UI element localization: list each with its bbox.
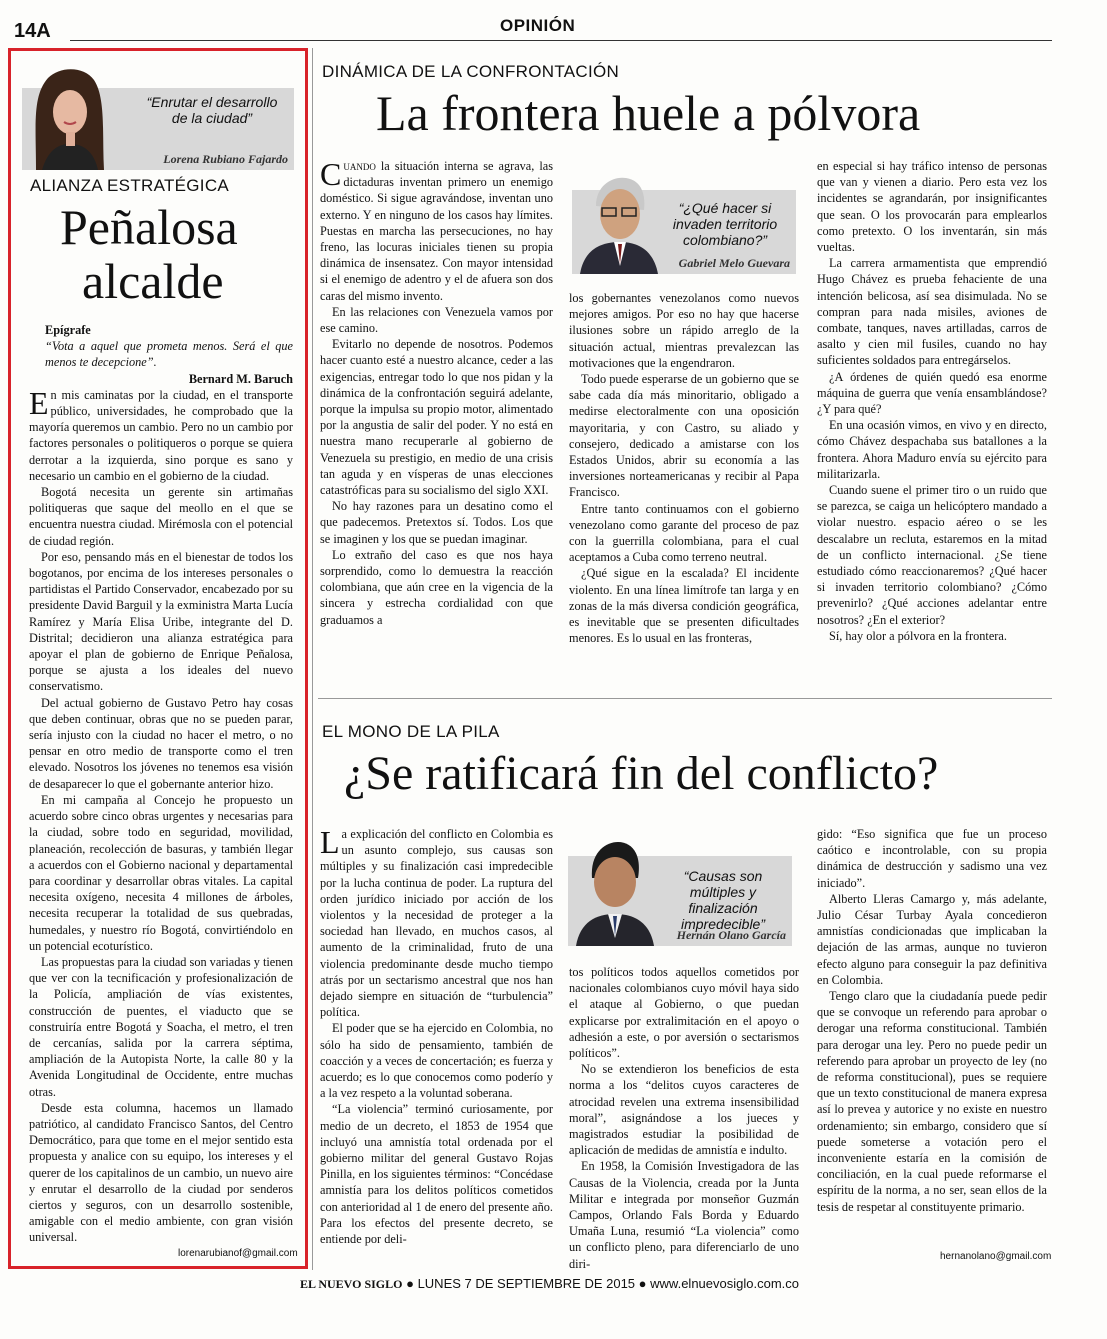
drop-cap: E: [29, 384, 49, 421]
column-2: [569, 290, 799, 646]
paragraph: Del actual gobierno de Gustavo Petro hay cosas que deben continuar, obras que no se pueden parar, sería injusto con la ciudad no hacer el metro, o no pensar en otro medio de transporte como el tren elevado. Nosotros los jóvenes no tenemos esa visión de desaparecer lo que el gobernante anterior hizo.: [29, 695, 293, 791]
author-quote: “Causas son múltiples y finalización impredecible”: [680, 868, 766, 932]
column-3: [817, 826, 1047, 1215]
author-box-olano: [568, 856, 792, 946]
article-body: [29, 322, 293, 1246]
author-name: Gabriel Melo Guevara: [678, 256, 790, 270]
paragraph: Desde esta columna, hacemos un llamado patriótico, al candidato Francisco Santos, del Centro Democrático, para que tome en el mejor sentido esta propuesta y analice con su equipo, los intereses y el querer de los capitalinos de un cambio, un nuevo aire y enrutar el desarrollo de la ciudad por senderos ciertos y seguros, con un desarrollo sostenible, amigable con el medio ambiente, con gran visión universal.: [29, 1100, 293, 1245]
footer-date: LUNES 7 DE SEPTIEMBRE DE 2015: [417, 1276, 636, 1291]
author-photo: [574, 170, 660, 274]
paragraph: Cuando la situación interna se agrava, las dictaduras inventan primero un enemigo doméstico. Si sigue agravándose, inventan uno externo. Y en ninguno de los casos hay límites. Puestas en marcha las persecuciones, no hay freno, las locuras iniciales tienen su propia dinámica de insensatez. Con mayor intensidad si el enemigo de adentro y el de afuera son dos caras del mismo invento.: [320, 156, 553, 303]
paragraph: En 1958, la Comisión Investigadora de las Causas de la Violencia, creada por la Junta Militar e integrada por monseñor Guzmán Campos, Orlando Fals Borda y Eduardo Umaña Luna, resumió “La violencia” como un conflicto pleno, para diferenciarlo de uno diri-: [569, 1159, 799, 1271]
paragraph: “La violencia” terminó curiosamente, por medio de un decreto, el 1853 de 1954 que incluyó una amnistía total ordenada por el gobierno militar del general Gustavo Rojas Pinilla, en los siguientes términos: “Concédase amnistía para los delitos políticos cometidos con anterioridad al 1 de enero del presente año. Para los efectos del presente decreto, se entiende por deli-: [320, 1102, 553, 1247]
bullet-icon: ●: [638, 1276, 651, 1291]
author-photo: [28, 66, 108, 170]
paragraph: La explicación del conflicto en Colombia es un asunto complejo, sus causas son múltiples y su finalización casi impredecible por la lucha continua de poder. La ruptura del orden jurídico iniciado por acción de los violentos y la necesidad de proteger a la sociedad han llevado, en muchos casos, al aumento de la criminalidad, fruto de una violencia predominante desde mucho tiempo atrás por un sectarismo ancestral que nos han dejado siempre en situación de “turbulencia” política.: [320, 824, 553, 1020]
footer-site[interactable]: www.elnuevosiglo.com.co: [650, 1276, 799, 1291]
bullet-icon: ●: [406, 1276, 418, 1291]
brand-logo: EL NUEVO SIGLO: [300, 1277, 403, 1291]
author-email[interactable]: lorenarubianof@gmail.com: [178, 1248, 298, 1259]
author-box-rubiano: [22, 88, 294, 170]
headline: La frontera huele a pólvora: [376, 85, 921, 141]
paragraph: En mi campaña al Concejo he propuesto un acuerdo sobre cinco obras urgentes y necesarias para la ciudad, sobre todo en seguridad, movilidad, planeación, recolección de basuras, y también llegar a acuerdos con el Gobierno nacional y departamental para coordinar y desarrollar obras vitales. La capital necesita oxígeno, necesita 4 millones de árboles, necesita recuperar la totalidad de sus quebradas, humedales, y nuestro río Bogotá, convirtiéndolo en un potencial ecoturístico.: [29, 792, 293, 953]
top-rule: [70, 40, 1052, 41]
epigraph-author: Bernard M. Baruch: [188, 371, 293, 386]
drop-cap: C: [320, 156, 342, 192]
headline-line1: Peñalosa: [60, 199, 238, 255]
paragraph: El poder que se ha ejercido en Colombia, no sólo ha sido de pensamiento, también de coacción y a veces de concertación; es fuerza y acuerdo; es lo que conocemos como poderío y a la vez respeto a la voluntad soberana.: [320, 1021, 553, 1101]
paragraph: los gobernantes venezolanos como nuevos mejores amigos. Por eso no hay que hacerse ilusiones sobre un rápido arreglo de la situación actual, mientras prevalezcan las motivaciones que la engendraron.: [569, 291, 799, 370]
section-title: OPINIÓN: [500, 16, 576, 35]
column-3: [817, 158, 1047, 644]
column-1: [320, 826, 553, 1247]
article-divider: [318, 698, 1052, 699]
paragraph: En una ocasión vimos, en vivo y en directo, cómo Chávez despachaba sus batallones a la frontera. Ahora Maduro envía su ejército para militarizarla.: [817, 418, 1047, 481]
paragraph: gido: “Eso significa que fue un proceso caótico e incontrolable, con su propia dinámica de destrucción y sadismo una vez iniciado”.: [817, 827, 1047, 890]
author-name: Hernán Olano García: [676, 928, 786, 942]
paragraph: Entre tanto continuamos con el gobierno venezolano como garante del proceso de paz con la guerrilla colombiana, para el cual aceptamos a Cuba como terreno neutral.: [569, 501, 799, 565]
paragraph: tos políticos todos aquellos cometidos por nacionales colombianos cuyo móvil haya sido el ataque al Gobierno, o que puedan explicarse por extralimitación en el apoyo o adhesión a este, o por aversión o sectarismos políticos”.: [569, 965, 799, 1061]
paragraph: No hay razones para un desatino como el que padecemos. Pretextos sí. Todos. Los que se imaginen y los que se puedan imaginar.: [320, 499, 553, 546]
paragraph: La carrera armamentista que emprendió Hugo Chávez es prueba fehaciente de una intención belicosa, así sea disimulada. No se compran para nada misiles, aviones de combate, tanques, naves artilladas, carros de asalto y cien mil fusiles, cuando no hay suficientes soldados para entregárselos.: [817, 256, 1047, 368]
paragraph: en especial si hay tráfico intenso de personas que van y vienen a diario. Pero esta vez los incidentes se agrandarán, por insignificantes que sean. O los provocarán para emplearlos como pretexto. O los inventarán, sin más vueltas.: [817, 159, 1047, 255]
column-divider: [312, 48, 313, 1270]
author-quote: “Enrutar el desarrollo de la ciudad”: [146, 94, 278, 126]
page-number: 14A: [14, 20, 51, 42]
paragraph: En las relaciones con Venezuela vamos por ese camino.: [320, 304, 553, 336]
headline: ¿Se ratificará fin del conflicto?: [344, 747, 939, 800]
kicker: EL MONO DE LA PILA: [322, 722, 500, 741]
paragraph: En mis caminatas por la ciudad, en el transporte público, universidades, he comprobado que la mayoría queremos un cambio. Pero no un cambio por factores personales o politiqueros o porque se quiera derrotar a la izquierda, sino porque es sano y necesario un cambio en el gobierno de la ciudad.: [29, 384, 293, 483]
paragraph: Cuando suene el primer tiro o un ruido que se parezca, se caiga un helicóptero mandado a violar nuestro. espacio aéreo o se les descalabre un recluta, estaremos en la mitad de un conflicto internacional. ¿Se tiene estudiado cómo reaccionaremos? ¿Qué hacer si invaden territorio colombiano? ¿Cómo prevenirlo? ¿Qué acciones adelantar entre nosotros? ¿En el exterior?: [817, 483, 1047, 627]
paragraph: Por eso, pensando más en el bienestar de todos los bogotanos, por encima de los intereses personales o partidistas el Partido Conservador, encabezado por su presidente David Barguil y la exministra Marta Lucía Ramírez y María Elisa Uribe, integrante del D. Distrital; decidieron una alianza estratégica para apoyar el plan de gobierno de Enrique Peñalosa, porque se ajusta a los ideales del nuevo conservatismo.: [29, 549, 293, 694]
paragraph: Las propuestas para la ciudad son variadas y tienen que ver con la tecnificación y profesionalización de la Policía, ampliación de vías existentes, construcción de puentes, el viaducto que se construiría entre Bogotá y Soacha, el metro, el tren de cercanías, salida por la carrera séptima, ampliación de la Autopista Norte, la calle 80 y la Avenida Longitudinal de Occidente, entre muchas otras.: [29, 954, 293, 1099]
author-email[interactable]: hernanolano@gmail.com: [940, 1251, 1052, 1262]
kicker: DINÁMICA DE LA CONFRONTACIÓN: [322, 62, 620, 81]
paragraph: Evitarlo no depende de nosotros. Podemos hacer cuanto esté a nuestro alcance, ceder a las exigencias, entregar todo lo que nos pidan y la dinámica de la confrontación seguirá adelante, porque la impulsa su propio motor, alimentado por la angustia de salir del poder. Y no está en nuestra mano recuperarle al gobierno de Venezuela su prestigio, en medio de una crisis tan aguda y en vísperas de unas elecciones catastróficas para su socialismo del siglo XXI.: [320, 337, 553, 498]
drop-cap: L: [320, 824, 340, 860]
paragraph: ¿A órdenes de quién quedó esa enorme máquina de guerra que venía ensamblándose? ¿Y para qué?: [817, 369, 1047, 417]
author-photo: [572, 838, 656, 946]
paragraph: Alberto Lleras Camargo y, más adelante, Julio César Turbay Ayala concedieron amnistías condicionadas que implicaban la dejación de las armas, aunque no tuvieron efecto alguno para conseguir la paz definitiva en Colombia.: [817, 891, 1047, 987]
page-footer: [300, 1276, 799, 1292]
epigraph-label: Epígrafe: [45, 323, 91, 337]
paragraph: No se extendieron los beneficios de esta norma a los “delitos cuyos caracteres de atrocidad revelen una extrema insensibilidad moral”, asignándose a los jueces y magistrados estudiar la posibilidad de aplicación de medidas de amnistía e indulto.: [569, 1062, 799, 1158]
author-box-melo: [572, 190, 796, 274]
column-2: [569, 964, 799, 1272]
paragraph: ¿Qué sigue en la escalada? El incidente violento. En una línea limítrofe tan larga y en zonas de la más diversa condición geográfica, es inevitable que se presenten dificultades menores. Es lo usual en las fronteras,: [569, 566, 799, 646]
paragraph: Sí, hay olor a pólvora en la frontera.: [829, 628, 1007, 643]
paragraph: Lo extraño del caso es que nos haya sorprendido, como lo demuestra la reacción colombiana, que aún cree en la vigencia de la sincera y estrecha cordialidad con que graduamos a: [320, 547, 553, 627]
headline-line2: alcalde: [82, 253, 224, 309]
paragraph: Bogotá necesita un gerente sin artimañas politiqueras que saque del meollo en el que se encuentra nuestra ciudad. Mirémosla con el potencial de ciudad región.: [29, 485, 293, 548]
paragraph: Tengo claro que la ciudadanía puede pedir que se convoque un referendo para aprobar o derogar una reforma constitucional. También para derogar una ley. Pero no puede pedir un referendo para aprobar un proyecto de ley (no de reforma constitucional), pues se requiere que un texto constitucional de manera expresa así lo prevea y autorice y no existe en nuestro ordenamiento; sin embargo, considero que sí puede someterse a votación pero el inconveniente estaría en la comisión de conciliación, en la cual puede reformarse el espíritu de la norma, a no ser, sean ellos de la tesis de respetar al constituyente primario.: [817, 989, 1047, 1214]
epigraph: “Vota a aquel que prometa menos. Será el que menos te decepcione”.: [45, 339, 293, 370]
paragraph: Todo puede esperarse de un gobierno que se sabe cada día más minoritario, obligado a medirse electoralmente con una oposición mayoritaria, y con Castro, su aliado y consejero, dedicado a amistarse con los Estados Unidos, abrir su economía a las inversiones norteamericanas y recibir al Papa Francisco.: [569, 372, 799, 500]
column-1: [320, 158, 553, 628]
kicker: ALIANZA ESTRATÉGICA: [30, 176, 230, 195]
author-quote: “¿Qué hacer si invaden territorio colombiano?”: [672, 200, 778, 248]
author-name: Lorena Rubiano Fajardo: [163, 152, 288, 166]
